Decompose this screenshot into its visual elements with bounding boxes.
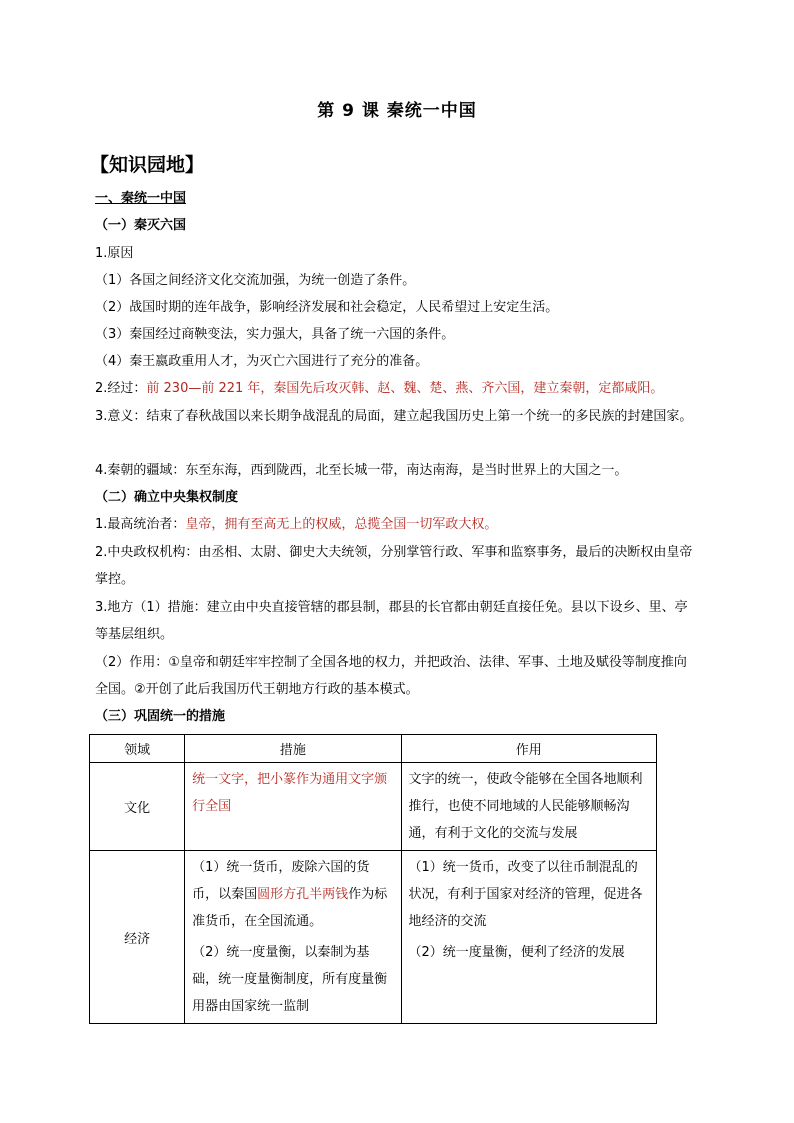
economy-measure-1 (186, 852, 399, 937)
header-measure: 措施 (185, 735, 401, 763)
culture-measure-cell (185, 763, 401, 851)
meaning-paragraph: 3.意义：结束了春秋战国以来长期争战混乱的局面，建立起我国历史上第一个统一的多民族的封建国家。 (95, 409, 693, 424)
economy-effect-cell (401, 851, 656, 1024)
sub1-heading: （一）秦灭六国 (95, 218, 187, 233)
measures-table (89, 734, 657, 1024)
central-paragraph: 2.中央政权机构：由丞相、太尉、御史大夫统领，分别掌管行政、军事和监察事务，最后的决断权由皇帝掌控。 (95, 545, 693, 587)
culture-effect: 文字的统一，使政令能够在全国各地顺利推行，也使不同地域的人民能够顺畅沟通，有利于文化的交流与发展 (408, 772, 643, 841)
culture-domain: 文化 (90, 763, 185, 851)
economy-measure-cell (185, 851, 401, 1024)
local-effect-paragraph: （2）作用：①皇帝和朝廷牢牢控制了全国各地的权力，并把政治、法律、军事、土地及赋役等制度推向全国。②开创了此后我国历代王朝地方行政的基本模式。 (95, 655, 687, 697)
header-domain: 领域 (90, 735, 185, 763)
economy-measure-1-text: （1）统一货币，废除六国的货币，以秦国 (192, 860, 370, 902)
economy-measure-2: （2）统一度量衡，以秦制为基础，统一度量衡制度，所有度量衡用器由国家统一监制 (192, 945, 388, 1014)
page-title: 第 9 课 秦统一中国 (317, 101, 477, 121)
reason-label: 1.原因 (95, 246, 134, 261)
process-text: 前 230—前 221 年，秦国先后攻灭韩、赵、魏、楚、燕、齐六国，建立秦朝，定都咸阳。 (146, 381, 664, 396)
process-line (95, 380, 663, 398)
sub2-heading: （二）确立中央集权制度 (95, 490, 239, 505)
economy-measure-1-highlight: 圆形方孔半两钱 (257, 887, 349, 902)
economy-effect-1: （1）统一货币，改变了以往币制混乱的状况，有利于国家对经济的管理，促进各地经济的交流 (408, 860, 643, 929)
section-heading: 【知识园地】 (90, 154, 205, 176)
culture-effect-cell (401, 763, 656, 851)
process-prefix: 2.经过： (95, 381, 147, 396)
economy-measure-1-text-end: 作为标准货币，在全国流通。 (192, 887, 388, 929)
sub3-heading: （三）巩固统一的措施 (95, 709, 226, 724)
ruler-text: 皇帝，拥有至高无上的权威，总揽全国一切军政大权。 (185, 517, 498, 532)
table-header-row (90, 735, 657, 763)
reason-item: （1）各国之间经济文化交流加强，为统一创造了条件。 (95, 273, 416, 288)
ruler-line (95, 516, 497, 534)
territory-line: 4.秦朝的疆域：东至东海，西到陇西，北至长城一带，南达南海，是当时世界上的大国之一。 (95, 463, 628, 478)
table-row-economy (90, 851, 657, 1024)
culture-measure: 统一文字，把小篆作为通用文字颁行全国 (192, 772, 388, 814)
local-measure-paragraph: 3.地方（1）措施：建立由中央直接管辖的郡县制，郡县的长官都由朝廷直接任免。县以下设乡、里、亭等基层组织。 (95, 600, 688, 642)
part1-heading: 一、秦统一中国 (95, 191, 187, 206)
header-effect: 作用 (401, 735, 656, 763)
table-row-culture (90, 763, 657, 851)
economy-effect-2: （2）统一度量衡，便利了经济的发展 (408, 945, 625, 960)
ruler-prefix: 1.最高统治者： (95, 517, 186, 532)
economy-domain: 经济 (90, 851, 185, 1024)
reason-item: （2）战国时期的连年战争，影响经济发展和社会稳定，人民希望过上安定生活。 (95, 300, 559, 315)
reason-item: （4）秦王嬴政重用人才，为灭亡六国进行了充分的准备。 (95, 354, 429, 369)
reason-item: （3）秦国经过商鞅变法，实力强大，具备了统一六国的条件。 (95, 327, 455, 342)
